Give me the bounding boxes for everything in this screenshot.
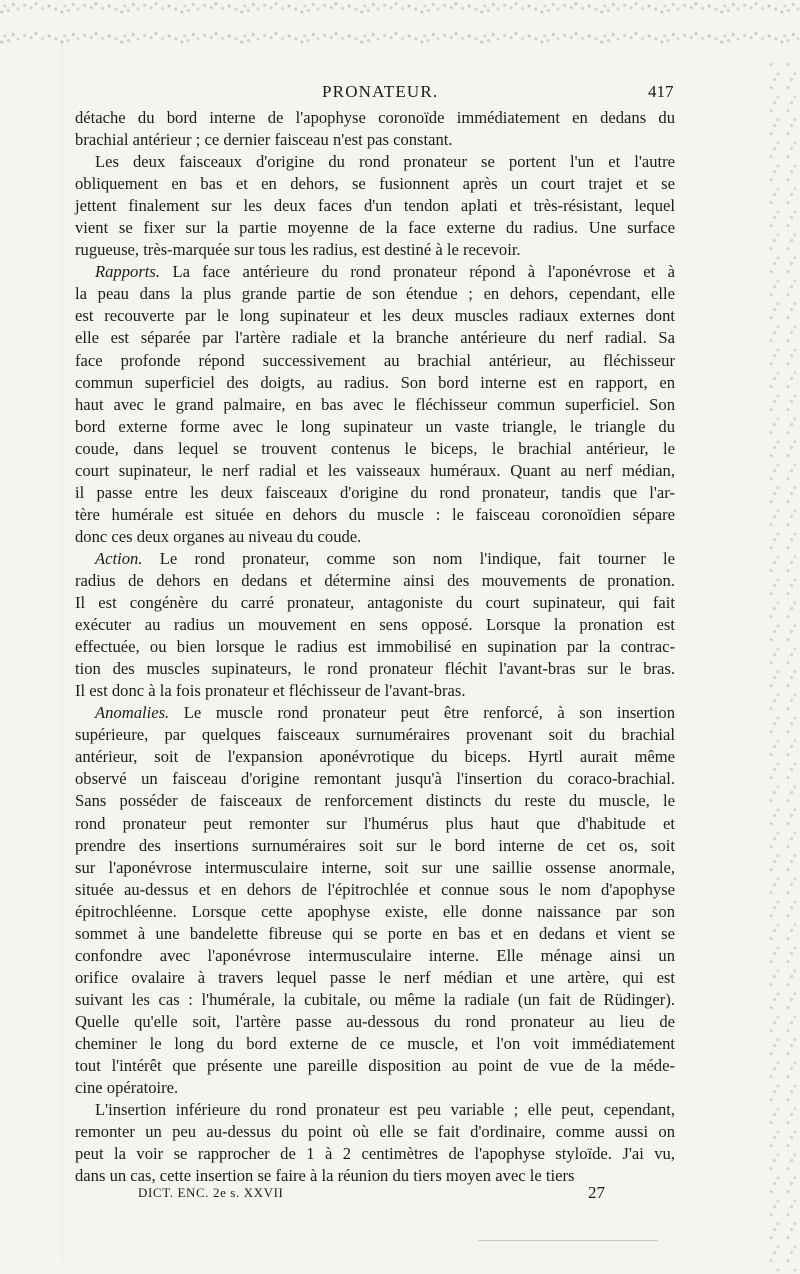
line-text: L'insertion inférieure du rond pronateur est peu variable ; elle peut, cependant,: [95, 1100, 675, 1120]
text-line: [75, 394, 675, 416]
text-line: [75, 746, 675, 768]
line-text: peut la voir se rapprocher de 1 à 2 centimètres de l'apophyse styloïde. J'ai vu,: [75, 1144, 675, 1164]
text-line: [75, 790, 675, 812]
scan-gutter: [62, 40, 63, 1260]
text-line: [75, 548, 675, 570]
text-line: [75, 768, 675, 790]
scan-noise-top: [0, 0, 800, 62]
text-line: [75, 570, 675, 592]
text-line: [75, 1121, 675, 1143]
line-text: dans un cas, cette insertion se faire à la réunion du tiers moyen avec le tiers: [75, 1166, 575, 1186]
line-text: sur l'aponévrose intermusculaire interne, soit sur une saillie ossense anormale,: [75, 857, 675, 877]
text-line: [75, 1033, 675, 1055]
text-line: [75, 107, 675, 129]
text-line: [75, 416, 675, 438]
line-text: tère humérale est située en dehors du muscle : le faisceau coronoïdien sépare: [75, 504, 675, 524]
page-number: 417: [648, 82, 674, 101]
text-line: [75, 1143, 675, 1165]
text-line: [75, 724, 675, 746]
bottom-rule: [478, 1240, 658, 1241]
line-text: Il est congénère du carré pronateur, antagoniste du court supinateur, qui fait: [75, 593, 675, 613]
text-line: [75, 967, 675, 989]
line-text: obliquement en bas et en dehors, se fusionnent après un court trajet et se: [75, 174, 675, 194]
line-text: tout l'intérêt que présente une pareille disposition au point de vue de la méde-: [75, 1056, 675, 1076]
line-text: confondre avec l'aponévrose intermusculaire interne. Elle ménage ainsi un: [75, 945, 675, 965]
text-line: [75, 1011, 675, 1033]
line-text: sommet à une bandelette fibreuse qui se porte en bas et en dedans et vient se: [75, 923, 675, 943]
line-text: cine opératoire.: [75, 1078, 179, 1098]
line-text: cheminer le long du bord externe de ce muscle, et l'on voit immédiatement: [75, 1033, 675, 1053]
line-text: coude, dans lequel se trouvent contenus le biceps, le brachial antérieur, le: [75, 438, 675, 458]
line-text: Il est donc à la fois pronateur et fléchisseur de l'avant-bras.: [75, 681, 466, 701]
text-line: [75, 350, 675, 372]
text-line: [75, 923, 675, 945]
line-text: épitrochléenne. Lorsque cette apophyse existe, elle donne naissance par son: [75, 901, 675, 921]
text-line: [75, 460, 675, 482]
line-text: donc ces deux organes au niveau du coude.: [75, 526, 362, 546]
text-line: [75, 901, 675, 923]
line-text: radius de dehors en dedans et détermine ainsi des mouvements de pronation.: [75, 570, 675, 590]
text-line: [75, 680, 675, 702]
line-text: haut avec le grand palmaire, en bas avec le fléchisseur commun superficiel. Son: [75, 394, 675, 414]
line-text: jettent finalement sur les deux faces d'un tendon aplati et très-résistant, lequel: [75, 196, 675, 216]
text-line: [75, 813, 675, 835]
line-text: observé un faisceau d'origine remontant jusqu'à l'insertion du coraco-brachial.: [75, 769, 675, 789]
text-line: [75, 614, 675, 636]
scan-noise-right: [766, 60, 800, 1274]
line-text: court supinateur, le nerf radial et les vaisseaux huméraux. Quant au nerf médian,: [75, 460, 675, 480]
body-text: [75, 107, 675, 1187]
text-line: [75, 239, 675, 261]
text-line: [75, 636, 675, 658]
text-line: [75, 835, 675, 857]
text-line: [75, 482, 675, 504]
text-line: [75, 989, 675, 1011]
line-text: située au-dessus et en dehors de l'épitrochlée et connue sous le nom d'apophyse: [75, 879, 675, 899]
text-line: [75, 173, 675, 195]
paragraph-lead: Action.: [95, 548, 143, 568]
sheet-number: 27: [588, 1183, 605, 1202]
running-head: [0, 82, 800, 106]
text-line: [75, 658, 675, 680]
line-text: est recouverte par le long supinateur et les deux muscles radiaux externes dont: [75, 306, 675, 326]
line-text: antérieur, soit de l'expansion aponévrotique du biceps. Hyrtl aurait même: [75, 747, 675, 767]
line-text: remonter un peu au-dessus du point où elle se fait d'ordinaire, comme aussi on: [75, 1122, 675, 1142]
line-text: Le muscle rond pronateur peut être renforcé, à son insertion: [169, 703, 675, 723]
page-footer: [0, 1183, 800, 1205]
line-text: Les deux faisceaux d'origine du rond pronateur se portent l'un et l'autre: [95, 152, 675, 172]
paragraph-lead: Anomalies.: [95, 703, 170, 723]
text-line: [75, 504, 675, 526]
line-text: suivant les cas : l'humérale, la cubitale, ou même la radiale (un fait de Rüdinger).: [75, 989, 675, 1009]
text-line: [75, 702, 675, 724]
line-text: il passe entre les deux faisceaux d'origine du rond pronateur, tandis que l'ar-: [75, 482, 675, 502]
text-line: [75, 438, 675, 460]
text-line: [75, 1055, 675, 1077]
signature-mark: DICT. ENC. 2e s. XXVII: [138, 1185, 284, 1200]
line-text: orifice ovalaire à travers lequel passe le nerf médian et une artère, qui est: [75, 967, 675, 987]
text-line: [75, 1099, 675, 1121]
paragraph-lead: Rapports.: [95, 262, 160, 282]
line-text: La face antérieure du rond pronateur répond à l'aponévrose et à: [160, 262, 675, 282]
line-text: détache du bord interne de l'apophyse coronoïde immédiatement en dedans du: [75, 108, 675, 127]
line-text: Sans posséder de faisceaux de renforcement distincts du reste du muscle, le: [75, 791, 675, 811]
text-line: [75, 151, 675, 173]
text-line: [75, 592, 675, 614]
line-text: commun superficiel des doigts, au radius. Son bord interne est en rapport, en: [75, 372, 675, 392]
line-text: effectuée, ou bien lorsque le radius est immobilisé en supination par la contrac-: [75, 637, 675, 657]
line-text: exécuter au radius un mouvement en sens opposé. Lorsque la pronation est: [75, 615, 675, 635]
line-text: tion des muscles supinateurs, le rond pronateur fléchit l'avant-bras sur le bras.: [75, 659, 675, 679]
text-line: [75, 879, 675, 901]
running-head-title: PRONATEUR.: [322, 82, 439, 101]
text-line: [75, 327, 675, 349]
line-text: face profonde répond successivement au brachial antérieur, au fléchisseur: [75, 350, 675, 370]
text-line: [75, 372, 675, 394]
line-text: brachial antérieur ; ce dernier faisceau n'est pas constant.: [75, 130, 453, 150]
line-text: bord externe forme avec le long supinateur un vaste triangle, le triangle du: [75, 416, 675, 436]
text-line: [75, 283, 675, 305]
line-text: vient se fixer sur la partie moyenne de la face externe du radius. Une surface: [75, 218, 675, 238]
text-line: [75, 945, 675, 967]
text-line: [75, 1077, 675, 1099]
line-text: elle est séparée par l'artère radiale et la branche antérieure du nerf radial. Sa: [75, 328, 675, 348]
line-text: Le rond pronateur, comme son nom l'indique, fait tourner le: [142, 548, 675, 568]
line-text: supérieure, par quelques faisceaux surnuméraires provenant soit du brachial: [75, 725, 675, 745]
text-line: [75, 261, 675, 283]
line-text: rond pronateur peut remonter sur l'humérus plus haut que d'habitude et: [75, 813, 675, 833]
text-line: [75, 857, 675, 879]
line-text: rugueuse, très-marquée sur tous les radius, est destiné à le recevoir.: [75, 240, 521, 260]
line-text: Quelle qu'elle soit, l'artère passe au-dessous du rond pronateur au lieu de: [75, 1011, 675, 1031]
line-text: la peau dans la plus grande partie de son étendue ; en dehors, cependant, elle: [75, 284, 675, 304]
text-line: [75, 195, 675, 217]
text-line: [75, 129, 675, 151]
text-line: [75, 526, 675, 548]
line-text: prendre des insertions surnuméraires soit sur le bord interne de cet os, soit: [75, 835, 675, 855]
text-line: [75, 305, 675, 327]
text-line: [75, 217, 675, 239]
